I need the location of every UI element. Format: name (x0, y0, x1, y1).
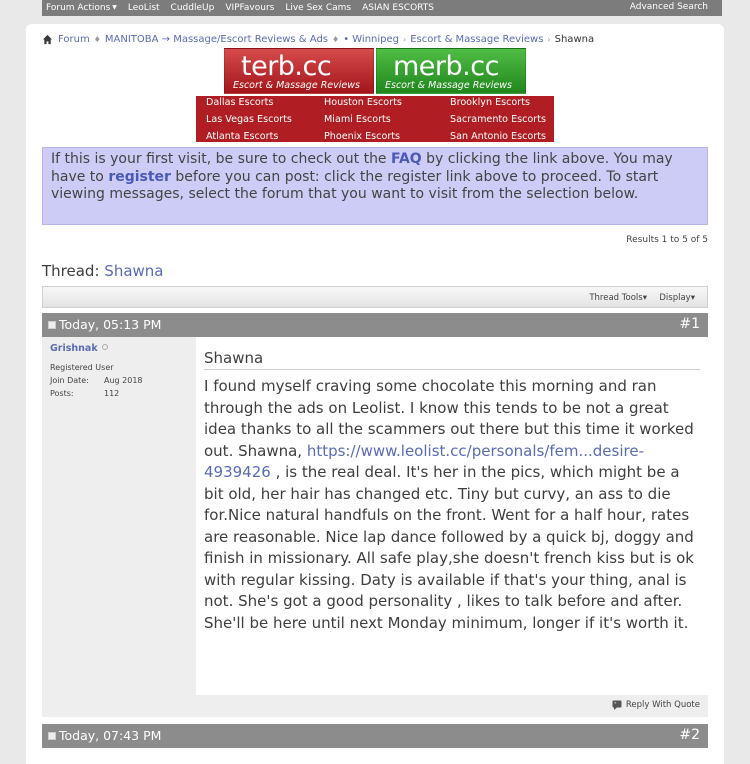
join-date-row: Join Date: Aug 2018 (50, 376, 143, 385)
first-visit-notice (42, 147, 708, 225)
thread-tools-bar (42, 286, 708, 308)
advanced-search-link[interactable]: Advanced Search (629, 2, 708, 12)
terb-banner[interactable] (224, 48, 374, 94)
nav-link-cuddleup[interactable]: CuddleUp (170, 3, 215, 13)
posts-count-row: Posts: 112 (50, 389, 120, 398)
terb-tagline: Escort & Massage Reviews (233, 80, 360, 91)
breadcrumb (42, 34, 722, 45)
svg-text:": " (614, 702, 617, 708)
city-link-las-vegas[interactable]: Las Vegas Escorts (206, 114, 292, 125)
breadcrumb-current: Shawna (554, 34, 595, 45)
breadcrumb-manitoba[interactable]: MANITOBA → Massage/Escort Reviews & Ads (104, 34, 329, 45)
post-date: Today, 05:13 PM (48, 317, 161, 332)
thread-title (42, 262, 163, 280)
username-link[interactable]: Grishnak (50, 343, 98, 354)
breadcrumb-forum[interactable]: Forum (58, 34, 90, 45)
user-info (42, 337, 196, 695)
forum-actions-menu[interactable]: Forum Actions ▼ (46, 3, 117, 13)
city-link-houston[interactable]: Houston Escorts (324, 97, 402, 108)
terb-logo-text: terb.cc (241, 51, 332, 82)
results-count: Results 1 to 5 of 5 (626, 235, 708, 245)
breadcrumb-reviews[interactable]: Escort & Massage Reviews (410, 34, 544, 45)
merb-logo-text: merb.cc (393, 51, 499, 82)
breadcrumb-winnipeg[interactable]: • Winnipeg (343, 34, 400, 45)
post-number-link[interactable]: #2 (679, 727, 700, 743)
faq-link[interactable]: FAQ (391, 151, 422, 167)
breadcrumb-separator-icon: › (403, 35, 407, 44)
thread-title-link[interactable]: Shawna (104, 262, 164, 280)
nav-link-vipfavours[interactable]: VIPFavours (225, 3, 275, 13)
notice-text: If this is your first visit, be sure to check out the (51, 151, 391, 167)
post-number-link[interactable]: #1 (679, 316, 700, 332)
thread-tools-menu[interactable]: Thread Tools▾ (589, 293, 647, 303)
city-link-miami[interactable]: Miami Escorts (324, 114, 391, 125)
city-link-phoenix[interactable]: Phoenix Escorts (324, 131, 401, 142)
caret-down-icon: ▾ (642, 293, 647, 303)
nav-link-live-sex-cams[interactable]: Live Sex Cams (285, 3, 352, 13)
notice-text: by clicking the link above. You may have to (51, 151, 673, 185)
reply-with-quote-button[interactable]: " Reply With Quote (612, 700, 700, 710)
nav-link-leolist[interactable]: LeoList (127, 3, 160, 13)
post-header (42, 313, 708, 337)
post-icon (48, 732, 56, 740)
breadcrumb-separator-icon: ♦ (332, 35, 340, 44)
city-link-sacramento[interactable]: Sacramento Escorts (450, 114, 546, 125)
user-title: Registered User (50, 363, 114, 372)
quote-icon (612, 700, 622, 710)
offline-status-icon (102, 344, 108, 350)
home-icon[interactable] (42, 34, 53, 45)
city-link-brooklyn[interactable]: Brooklyn Escorts (450, 97, 530, 108)
city-links-ad (196, 96, 554, 142)
merb-banner[interactable] (376, 48, 526, 94)
caret-down-icon: ▼ (112, 4, 117, 11)
post-message: I found myself craving some chocolate this morning and ran through the ads on Leolist. I know this tends to be not a great idea thanks to all the scammers out there but this time it worked out. Shawna, https://www.leolist.cc/personals/fem...desire-4939426 , is the real deal. It's her in the pics, which might be a bit old, her hair has changed etc. Tiny but curvy, an ass to die for.Nice natural handfuls on the front. Went for a half hour, rates are reasonable. Nice lap dance followed by a quick bj, doggy and finish in missionary. All safe play,she doesn't french kiss but is ok with regular kissing. Daty is available if that's your thing, anal is not. She's got a good personality , likes to talk before and after. She'll be here until next Monday minimum, longer if it's worth it. (204, 377, 694, 632)
city-link-atlanta[interactable]: Atlanta Escorts (206, 131, 279, 142)
post-content (196, 337, 708, 695)
merb-tagline: Escort & Massage Reviews (385, 80, 512, 91)
nav-link-asian-escorts[interactable]: ASIAN ESCORTS (362, 3, 434, 13)
city-link-dallas[interactable]: Dallas Escorts (206, 97, 274, 108)
post-header (42, 724, 708, 748)
breadcrumb-separator-icon: › (547, 35, 551, 44)
leolist-link[interactable]: https://www.leolist.cc/personals/fem...desire-4939426 (204, 441, 644, 481)
breadcrumb-separator-icon: ♦ (93, 35, 101, 44)
post-date: Today, 07:43 PM (48, 728, 161, 743)
display-menu[interactable]: Display▾ (659, 293, 695, 303)
top-nav-bar (42, 0, 722, 16)
post-icon (48, 321, 56, 329)
register-link[interactable]: register (108, 168, 171, 185)
notice-text: before you can post: click the register link above to proceed. To start viewing messages, select the forum that you want to visit from the selection below. (51, 168, 659, 202)
post-title: Shawna (204, 349, 700, 370)
city-link-san-antonio[interactable]: San Antonio Escorts (450, 131, 546, 142)
post-footer (42, 695, 708, 717)
thread-label: Thread: (42, 262, 100, 280)
caret-down-icon: ▾ (690, 293, 695, 303)
